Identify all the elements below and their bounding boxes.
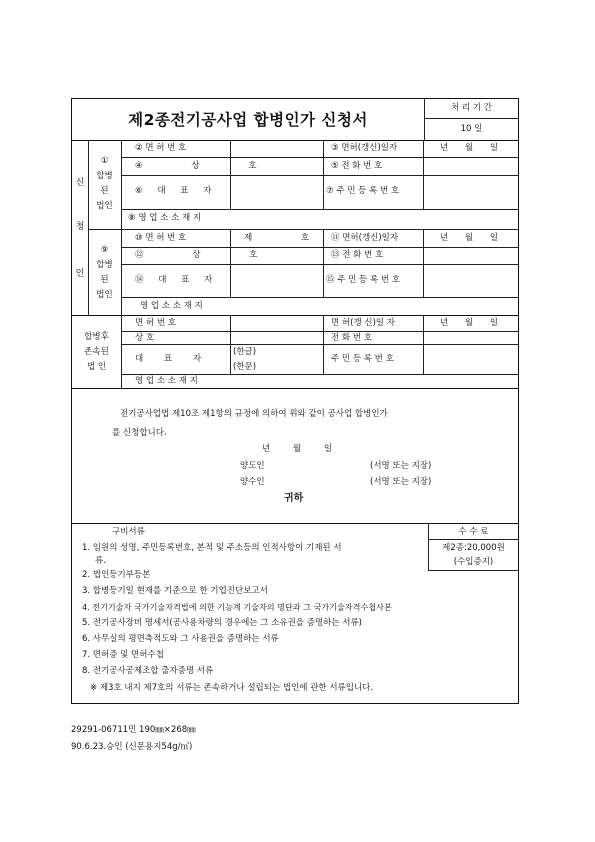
merged-business-address-label: 영 업 소 소 재 지 [140,301,203,311]
surviving-license-date-value: 년 월 일 [440,318,499,328]
merging-phone-label: ⑤ 전 화 번 호 [331,161,383,171]
merged-corp-label-3: 된 [100,275,109,285]
document-item-4: 4. 전기기술자 국가기술자격법에 의한 기능계 기술자의 명단과 그 국가기술자격수첩사본 [82,602,392,612]
merged-corp-label-1: ⑨ [100,245,109,255]
surviving-representative-label: 대 표 자 [135,354,202,364]
fee-amount: 제2종:20,000원 [442,543,505,553]
document-item-7: 7. 면허증 및 면허수첩 [82,650,164,660]
form-title: 제2종전기공사업 합병인가 신청서 [128,111,368,129]
documents-header: 구비서류 [112,527,145,537]
declaration-sign-note-2: (서명 또는 지장) [370,477,432,487]
merging-corp-label-2: 합병 [96,171,113,181]
footer-approval: 90.6.23.승인 (신문용지54g/㎡) [71,742,193,752]
declaration-line-1: 전기공사업법 제10조 제1항의 규정에 의하여 위와 같이 공사업 합병인가 [120,409,388,419]
merging-license-date-value: 년 월 일 [440,143,499,153]
footer-code: 29291-06711민 190㎜×268㎜ [71,725,196,735]
document-item-6: 6. 사무실의 평면측적도와 그 사용권을 증명하는 서류 [82,634,279,644]
merged-trade-name-label: ⑫ 상 호 [135,250,258,260]
processing-divider [424,118,519,119]
merging-representative-label: ⑥ 대 표 자 [135,186,212,196]
declaration-transferee: 양수인 [240,477,265,487]
declaration-sign-note-1: (서명 또는 지장) [370,461,432,471]
merging-license-no-label: ② 면 허 번 호 [135,143,187,153]
surviving-trade-name-label: 상 호 [135,333,155,343]
merging-business-address-label: ⑧ 영 업 소 소 재 지 [128,213,202,223]
applicant-side-label-2: 청 [75,222,85,232]
merged-license-date-label: ⑪ 면허(갱신)일자 [331,233,399,243]
surviving-resident-no-label: 주 민 등 록 번 호 [331,354,394,364]
surviving-license-date-label: 면 허(갱 신)일 자 [331,318,396,328]
applicant-side-label-1: 신 [75,178,85,188]
surviving-phone-label: 전 화 번 호 [331,333,372,343]
document-item-1: 1. 임원의 성명, 주민등록번호, 본적 및 주소등의 인적사항이 기재된 서 [82,543,342,553]
documents-note: ※ 제3호 내지 제7호의 서류는 존속하거나 설립되는 법인에 관한 서류입니다. [90,683,374,693]
declaration-line-2: 를 신청합니다. [112,428,167,438]
merged-corp-label-2: 합병 [96,260,113,270]
document-item-8: 8. 전기공사공제조합 출자증명 서류 [82,666,214,676]
surviving-label-3: 법 인 [86,362,107,372]
merged-representative-label: ⑭ 대 표 자 [135,275,213,285]
merging-corp-label-4: 법인 [96,201,113,211]
merging-license-date-label: ③ 면허(갱신)일자 [331,143,398,153]
processing-label: 처 리 기 간 [451,103,492,113]
merged-license-date-value: 년 월 일 [440,233,499,243]
fee-header: 수 수 료 [458,527,489,537]
merging-corp-label-1: ① [100,156,109,166]
merging-trade-name-label: ④ 상 호 [135,161,257,171]
merging-corp-label-3: 된 [100,186,109,196]
surviving-rep-hanja: (한문) [233,362,257,372]
surviving-license-no-label: 면 허 번 호 [135,318,176,328]
declaration-addressee: 귀하 [284,493,304,504]
merged-license-no-value: 제 호 [244,233,310,243]
fee-stamp: (수입증지) [453,557,494,567]
document-item-3: 3. 합병등기일 현재를 기준으로 한 기업진단보고서 [82,586,268,596]
surviving-rep-korean: (한글) [233,347,257,357]
document-item-1-cont: 류. [95,556,106,566]
document-item-5: 5. 전기공사장비 명세서(공사용차량의 경우에는 그 소유권을 증명하는 서류) [82,618,362,628]
merging-resident-no-label: ⑦ 주 민 등 록 번 호 [326,186,400,196]
merged-phone-label: ⑬ 전 화 번 호 [331,250,384,260]
processing-value: 10 일 [460,124,483,134]
document-item-2: 2. 법인등기부등본 [82,570,151,580]
merged-corp-label-4: 법인 [96,290,113,300]
declaration-transferor: 양도인 [240,461,265,471]
merged-license-no-label: ⑩ 면 허 번 호 [135,233,187,243]
surviving-label-2: 존속된 [84,347,109,357]
applicant-side-label-3: 인 [75,269,85,279]
merged-resident-no-label: ⑮ 주 민 등 록 번 호 [326,275,400,285]
surviving-business-address-label: 영 업 소 소 재 지 [135,376,198,386]
declaration-date: 년 월 일 [262,444,333,454]
surviving-label-1: 합병후 [84,332,109,342]
